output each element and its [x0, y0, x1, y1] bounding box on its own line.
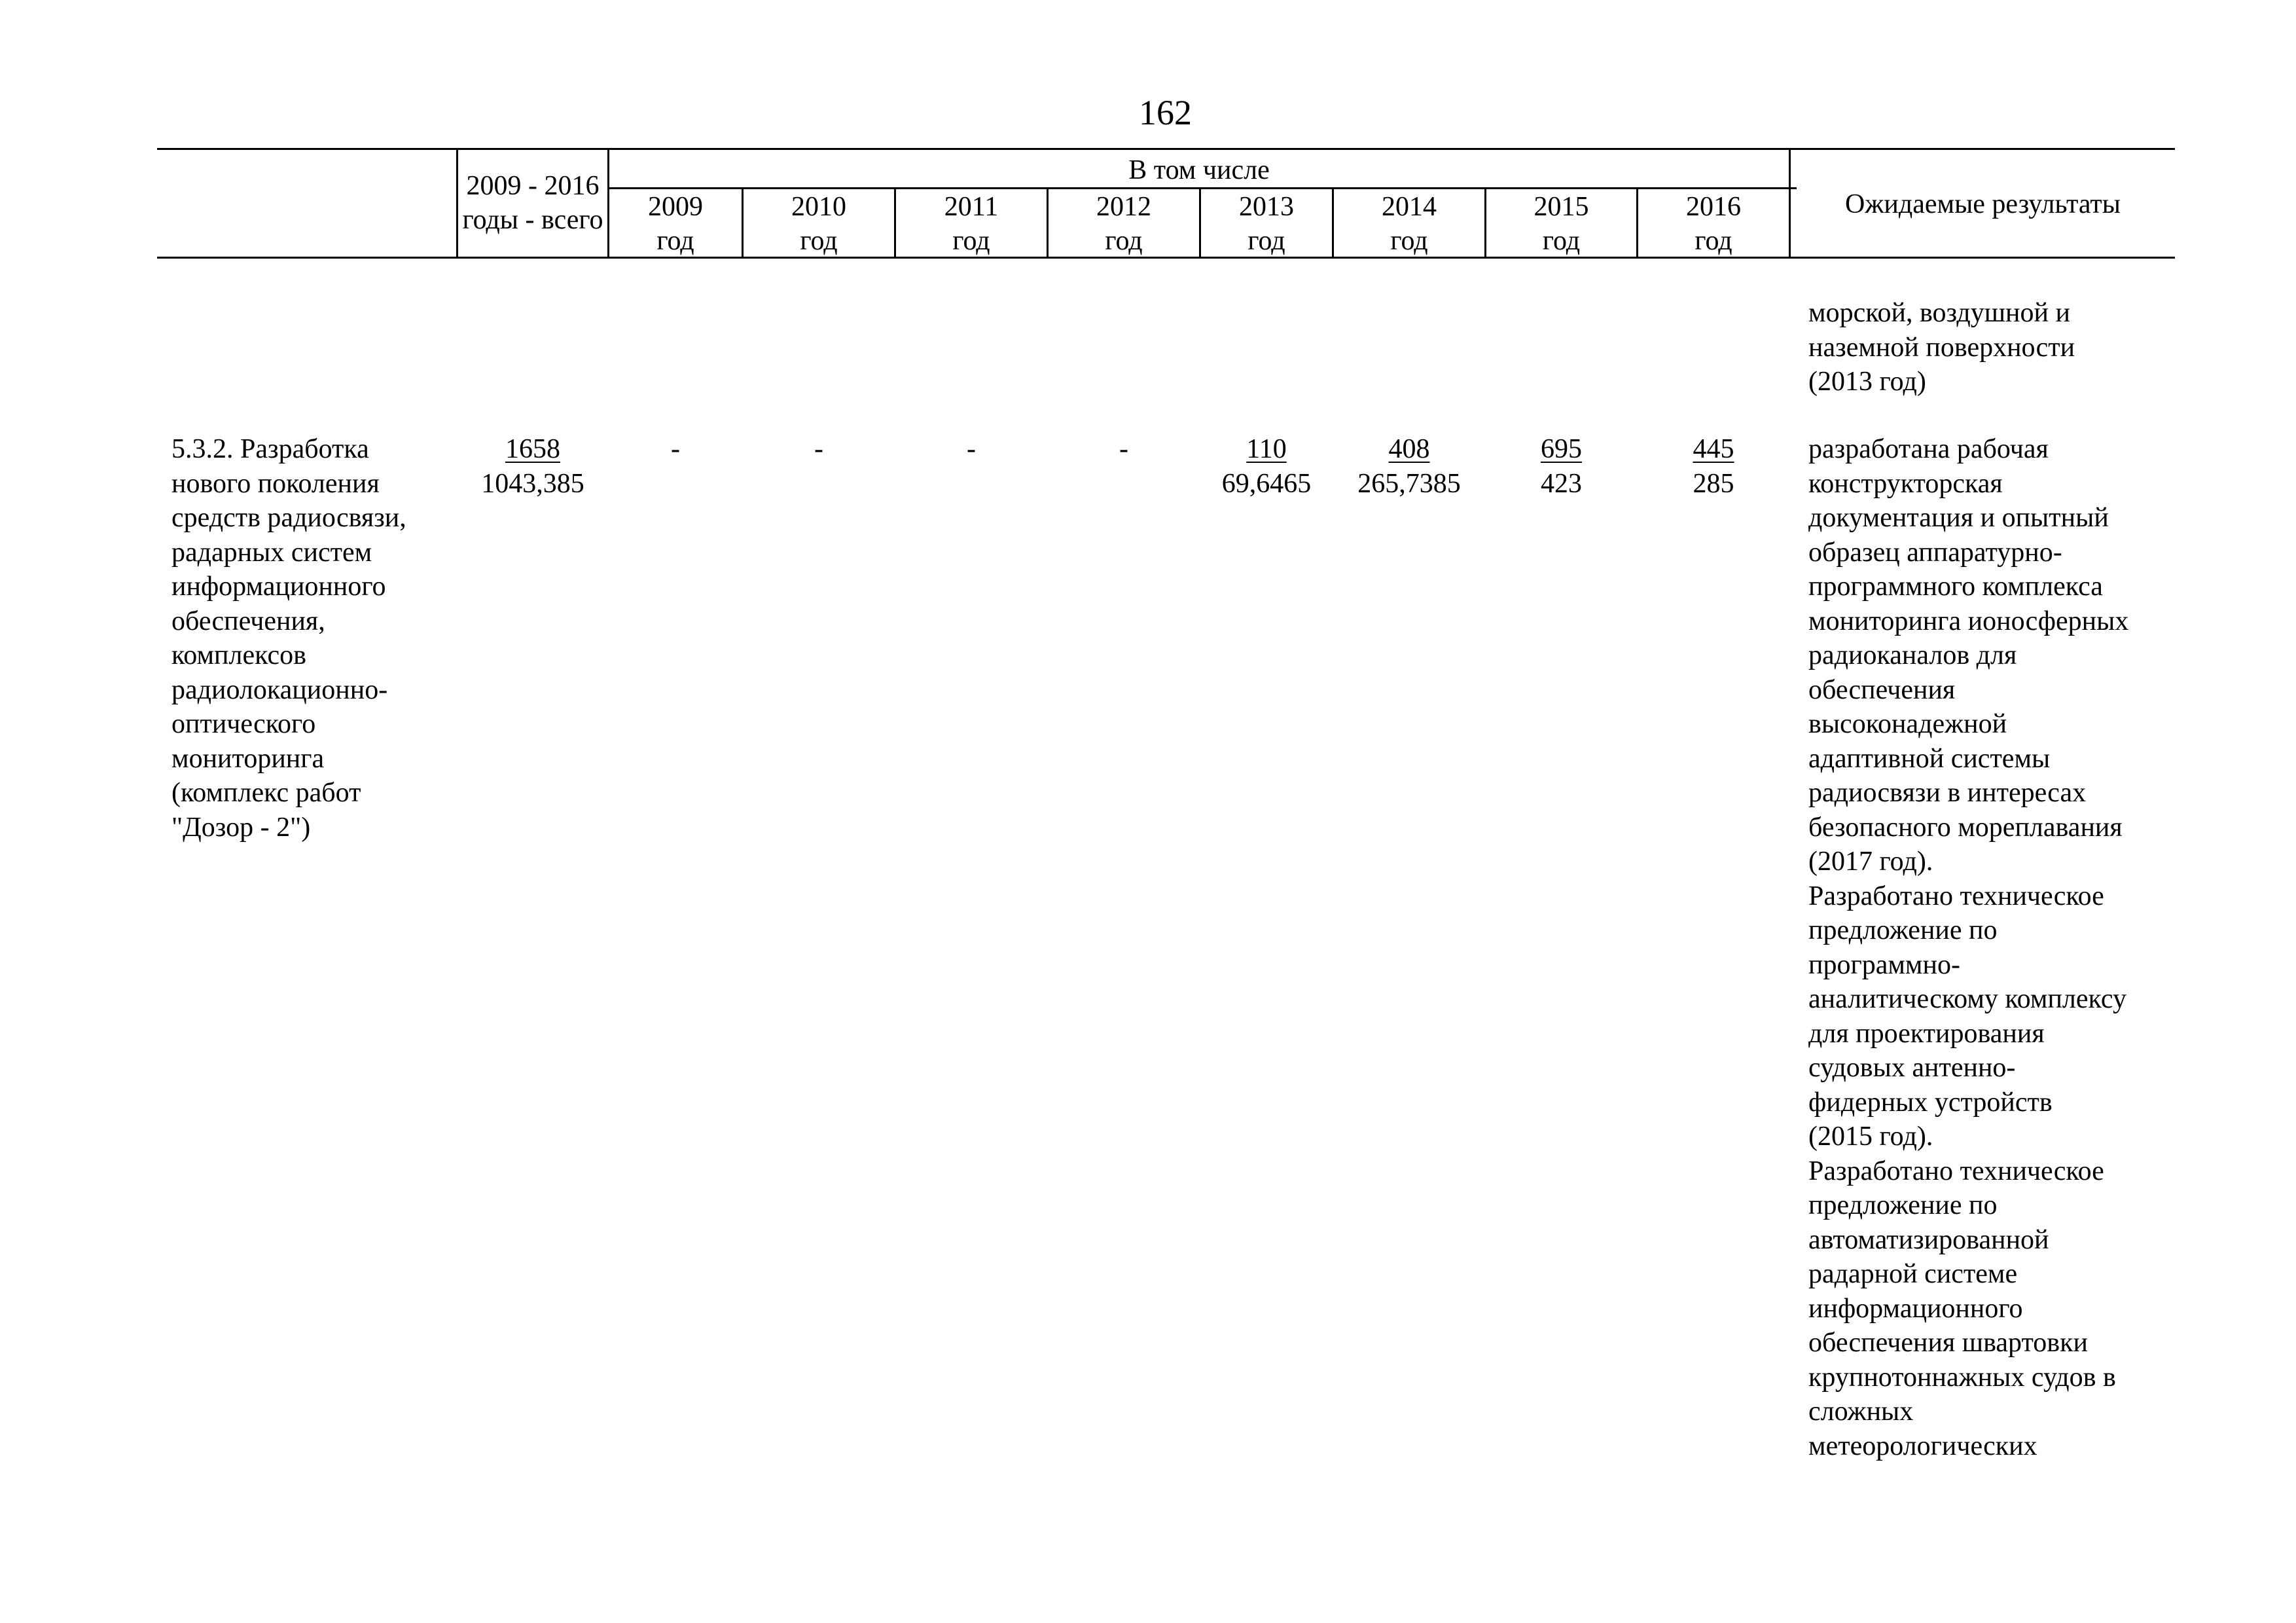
header-top-rule — [157, 148, 2175, 150]
value-bottom: 423 — [1541, 468, 1582, 499]
header-results-label: Ожидаемые результаты — [1845, 189, 2121, 219]
year-unit: год — [1247, 226, 1285, 256]
year-label: 2016 — [1686, 192, 1741, 222]
header-year-2013 — [1201, 190, 1332, 258]
value-2011 — [896, 432, 1047, 467]
header-year-2009 — [609, 190, 742, 258]
continued-results-text: морской, воздушной и наземной поверхности (2013 год) — [1808, 298, 2075, 397]
header-year-2010 — [744, 190, 894, 258]
year-label: 2015 — [1534, 192, 1589, 222]
year-label: 2014 — [1382, 192, 1437, 222]
page-number: 162 — [1139, 93, 1192, 132]
header-including-label: В том числе — [1128, 155, 1270, 185]
total-top-value: 1658 — [505, 434, 560, 464]
header-total-label: 2009 - 2016 годы - всего — [462, 171, 603, 235]
year-label: 2010 — [791, 192, 846, 222]
value-bottom: 69,6465 — [1221, 468, 1312, 499]
year-label: 2013 — [1239, 192, 1294, 222]
total-bottom-value: 1043,385 — [481, 468, 584, 499]
year-unit: год — [800, 226, 838, 256]
value-top: 408 — [1388, 434, 1430, 464]
value-2010 — [744, 432, 894, 467]
value-2016 — [1638, 432, 1789, 501]
value-top: - — [814, 434, 823, 464]
header-year-2012 — [1049, 190, 1199, 258]
value-2009 — [609, 432, 742, 467]
row-title: 5.3.2. Разработка нового поколения средств радиосвязи, радарных систем информационного обеспечения, комплексов радиолокационно- оптического мониторинга (комплекс работ "Дозор - 2") — [171, 434, 406, 843]
value-2012 — [1049, 432, 1199, 467]
year-unit: год — [1695, 226, 1732, 256]
year-unit: год — [1390, 226, 1428, 256]
value-2015 — [1486, 432, 1636, 501]
year-label: 2009 — [648, 192, 703, 222]
year-label: 2012 — [1096, 192, 1151, 222]
year-unit: год — [1542, 226, 1581, 256]
value-bottom: 285 — [1693, 468, 1734, 499]
header-year-2016 — [1638, 190, 1789, 258]
total-value — [458, 432, 607, 501]
value-2013 — [1201, 432, 1332, 501]
value-top: 445 — [1693, 434, 1734, 464]
header-year-2011 — [896, 190, 1047, 258]
header-year-2014 — [1334, 190, 1484, 258]
value-2014 — [1334, 432, 1484, 501]
year-unit: год — [952, 226, 990, 256]
value-bottom: 265,7385 — [1357, 468, 1461, 499]
value-top: 110 — [1246, 434, 1287, 464]
year-label: 2011 — [944, 192, 999, 222]
row-expected-results: разработана рабочая конструкторская документация и опытный образец аппаратурно- программного комплекса мониторинга ионосферных радиоканалов для обеспечения высоконадежной адаптивной системы радиосвязи в интересах безопасного мореплавания (2017 год). Разработано техническое предложение по программно- аналитическому комплексу для проектирования судовых антенно- фидерных устройств (2015 год). Разработано техническое предложение по автоматизированной радарной системе информационного обеспечения швартовки крупнотоннажных судов в сложных метеорологических — [1808, 434, 2129, 1461]
value-top: - — [1119, 434, 1128, 464]
year-unit: год — [1105, 226, 1143, 256]
header-year-2015 — [1486, 190, 1636, 258]
value-top: - — [967, 434, 976, 464]
value-top: - — [671, 434, 680, 464]
year-unit: год — [656, 226, 694, 256]
value-top: 695 — [1541, 434, 1582, 464]
header-subyear-rule — [609, 187, 1797, 189]
